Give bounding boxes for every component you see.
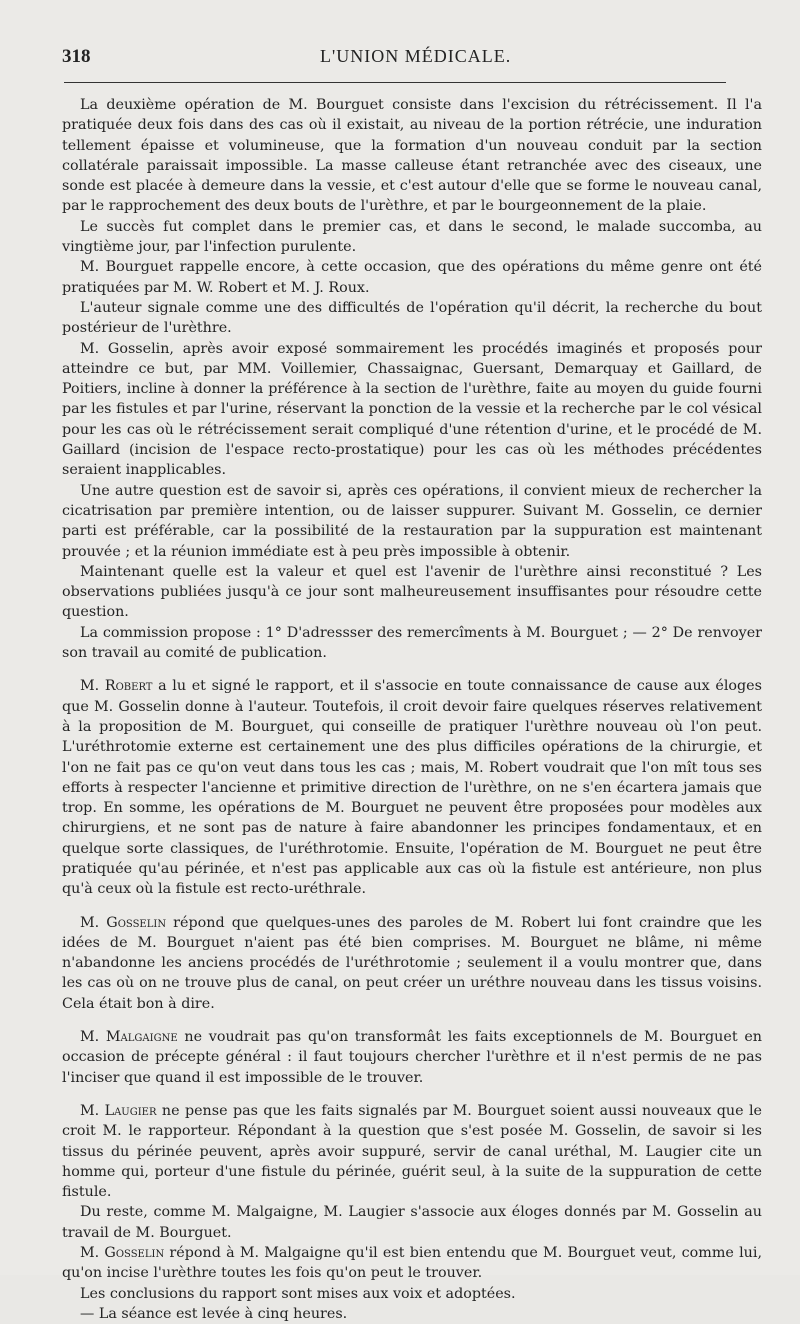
- paragraph: Le succès fut complet dans le premier cas, et dans le second, le malade succomba, au vingtième jour, par l'infection purulente.: [62, 218, 762, 256]
- page-number: 318: [62, 46, 91, 67]
- paragraph: Une autre question est de savoir si, après ces opérations, il convient mieux de rechercher la cicatrisation par première intention, ou de laisser suppurer. Suivant M. Gosselin, ce dernier parti est préférable, car la possibilité de la restauration par la suppuration est maintenant prouvée ; et la réunion immédiate est à peu près impossible à obtenir.: [62, 482, 762, 560]
- paragraph: M. Bourguet rappelle encore, à cette occasion, que des opérations du même genre ont été pratiquées par M. W. Robert et M. J. Roux.: [62, 259, 762, 296]
- paragraph: L'auteur signale comme une des difficultés de l'opération qu'il décrit, la recherche du bout postérieur de l'urèthre.: [62, 299, 762, 337]
- paragraph: M. Laugier ne pense pas que les faits signalés par M. Bourguet soient aussi nouveaux que le croit M. le rapporteur. Répondant à la question que s'est posée M. Gosselin, de savoir si les tissus du périnée peuvent, après avoir suppuré, servir de canal uréthal, M. Laugier cite un homme qui, porteur d'une fistule du périnée, guérit seul, à la suite de la suppuration de cette fistule.: [62, 1102, 763, 1201]
- paragraph: La commission propose : 1° D'adressser des remercîments à M. Bourguet ; — 2° De renvoyer son travail au comité de publication.: [62, 624, 762, 662]
- paragraph: M. Robert a lu et signé le rapport, et il s'associe en toute connaissance de cause aux éloges que M. Gosselin donne à l'auteur. Toutefois, il croit devoir faire quelques réserves relativement à la proposition de M. Bourguet, qui conseille de pratiquer l'urèthre nouveau où l'on peut. L'uréthrotomie externe est certainement une des plus difficiles opérations de la chirurgie, et l'on ne fait pas ce qu'on veut dans tous les cas ; mais, M. Robert voudrait que l'on mît tous ses efforts à respecter l'ancienne et primitive direction de l'urèthre, on ne s'en écartera jamais que trop. En somme, les opérations de M. Bourguet ne peuvent être proposées pour modèles aux chirurgiens, et ne sont pas de nature à faire abandonner les principes fondamentaux, et en quelque sorte classiques, de l'uréthrotomie. Ensuite, l'opération de M. Bourguet ne peut être pratiquée qu'au périnée, et n'est pas applicable aux cas où la fistule est antérieure, non plus qu'à ceux où la fistule est recto-uréthrale.: [62, 678, 762, 898]
- paragraph: Maintenant quelle est la valeur et quel est l'avenir de l'urèthre ainsi reconstitué ? Les observations publiées jusqu'à ce jour sont malheureusement insuffisantes pour résoudre cette question.: [62, 563, 762, 621]
- speaker-name: M. Gosselin: [80, 914, 167, 931]
- speaker-name: M. Malgaigne: [80, 1029, 178, 1046]
- paragraph: M. Gosselin répond à M. Malgaigne qu'il est bien entendu que M. Bourguet veut, comme lui, qu'on incise l'urèthre toutes les fois qu'on peut le trouver.: [62, 1245, 762, 1282]
- header-rule: [64, 82, 726, 83]
- paragraph: M. Gosselin répond que quelques-unes des paroles de M. Robert lui font craindre que les idées de M. Bourguet n'aient pas été bien comprises. M. Bourguet ne blâme, ni même n'abandonne les anciens procédés de l'uréthrotomie ; seulement il a voulu montrer que, dans les cas où on ne trouve plus de canal, on peut créer un uréthre nouveau dans les tissus voisins. Cela était bon à dire.: [62, 914, 762, 1012]
- article-body: [62, 95, 762, 1324]
- speaker-name: M. Laugier: [80, 1102, 157, 1119]
- speaker-name: M. Gosselin: [80, 1245, 165, 1262]
- paragraph: — La séance est levée à cinq heures.: [80, 1305, 348, 1322]
- journal-title: L'UNION MÉDICALE.: [320, 46, 512, 66]
- speaker-name: M. Robert: [80, 678, 153, 695]
- paragraph: Du reste, comme M. Malgaigne, M. Laugier s'associe aux éloges donnés par M. Gosselin au travail de M. Bourguet.: [62, 1204, 762, 1241]
- paragraph: M. Malgaigne ne voudrait pas qu'on transformât les faits exceptionnels de M. Bourguet en occasion de précepte général : il faut toujours chercher l'urèthre et il n'est permis de ne pas l'inciser que quand il est impossible de le trouver.: [62, 1029, 762, 1086]
- running-header: [62, 46, 762, 68]
- paragraph: Les conclusions du rapport sont mises aux voix et adoptées.: [80, 1285, 516, 1302]
- paragraph: M. Gosselin, après avoir exposé sommairement les procédés imaginés et proposés pour atteindre ce but, par MM. Voillemier, Chassaignac, Guersant, Demarquay et Gaillard, de Poitiers, incline à donner la préférence à la section de l'urèthre, faite au moyen du guide fourni par les fistules et par l'urine, réservant la ponction de la vessie et la recherche par le col vésical pour les cas où le rétrécissement serait compliqué d'une rétention d'urine, et le procédé de M. Gaillard (incision de l'espace recto-prostatique) pour les cas où les méthodes précédentes seraient inapplicables.: [62, 340, 762, 479]
- paragraph: La deuxième opération de M. Bourguet consiste dans l'excision du rétrécissement. Il l'a pratiquée deux fois dans des cas où il existait, au niveau de la portion rétrécie, une induration tellement épaisse et volumineuse, que la formation d'un nouveau conduit par la section collatérale paraissait impossible. La masse calleuse étant retranchée avec des ciseaux, une sonde est placée à demeure dans la vessie, et c'est autour d'elle que se forme le nouveau canal, par le rapprochement des deux bouts de l'urèthre, et par le bourgeonnement de la plaie.: [62, 97, 762, 215]
